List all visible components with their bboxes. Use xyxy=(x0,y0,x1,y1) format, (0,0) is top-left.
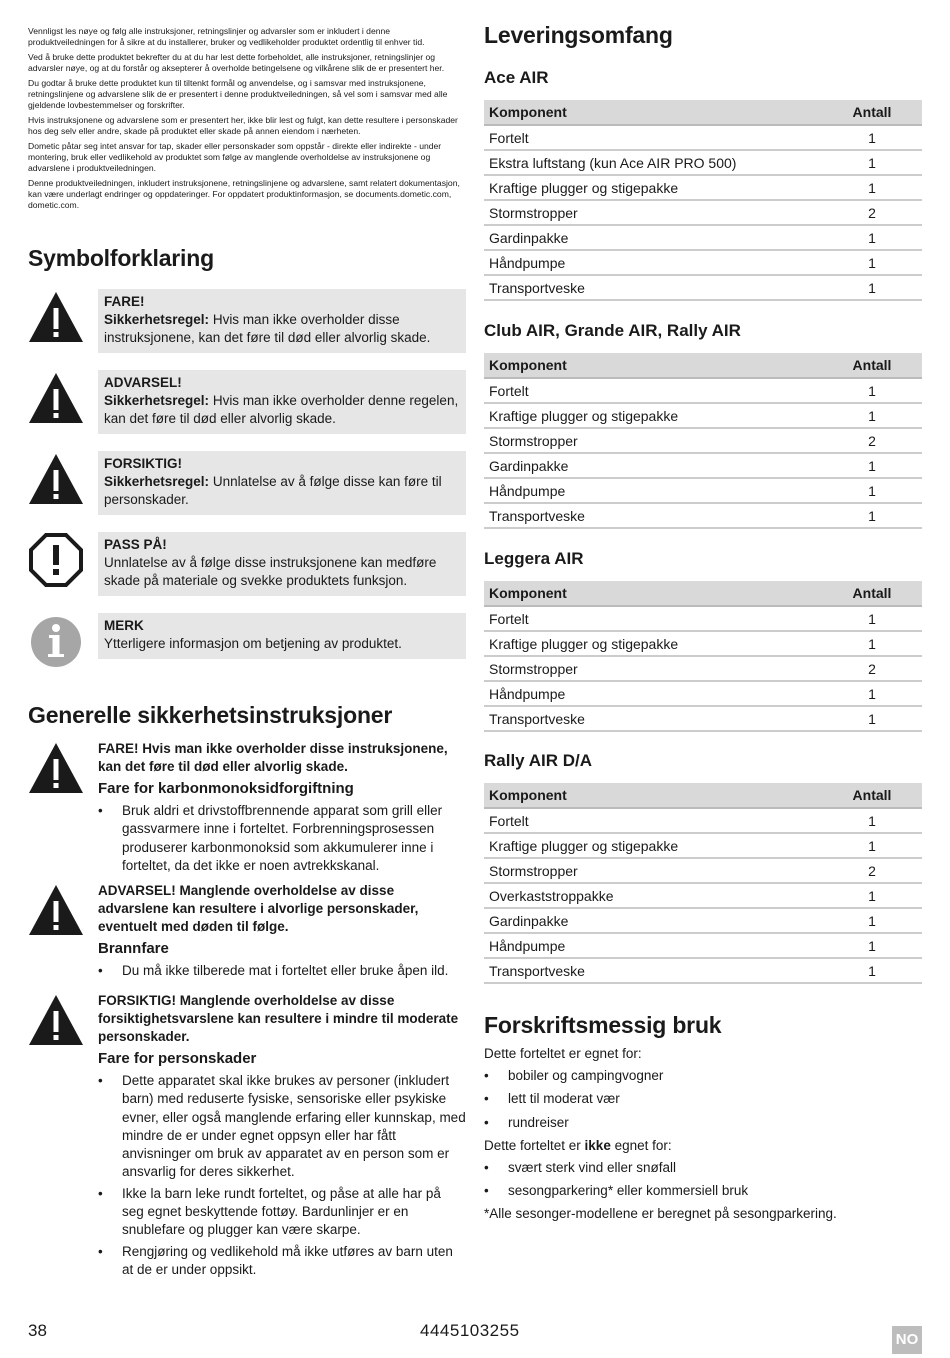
cell-component: Transportveske xyxy=(484,503,822,528)
intended-use-section xyxy=(484,1012,922,1223)
symbol-text: Hvis man ikke overholder disse instruksjonene, kan det føre til død eller alvorlig skade. xyxy=(104,312,431,345)
intro-disclaimer xyxy=(28,26,466,211)
list-item: • rundreiser xyxy=(484,1114,922,1132)
symbol-rule: Sikkerhetsregel: xyxy=(104,474,210,489)
delivery-group-rally-da xyxy=(484,751,922,984)
cell-component: Kraftige plugger og stigepakke xyxy=(484,175,822,200)
column-header-quantity: Antall xyxy=(822,581,922,606)
cell-component: Gardinpakke xyxy=(484,225,822,250)
symbol-box xyxy=(98,532,466,596)
cell-quantity: 1 xyxy=(822,175,922,200)
table-row xyxy=(484,428,922,453)
cell-quantity: 1 xyxy=(822,631,922,656)
table-header-row xyxy=(484,783,922,808)
delivery-group-leggera xyxy=(484,549,922,732)
table-row xyxy=(484,200,922,225)
cell-quantity: 1 xyxy=(822,606,922,631)
column-header-component: Komponent xyxy=(484,353,822,378)
delivery-heading: Leveringsomfang xyxy=(484,22,673,48)
warning-triangle-icon xyxy=(28,882,84,938)
cell-quantity: 1 xyxy=(822,225,922,250)
table-row xyxy=(484,503,922,528)
table-row xyxy=(484,933,922,958)
component-table xyxy=(484,100,922,301)
symbol-row-warning xyxy=(28,370,466,434)
symbol-label: FORSIKTIG! xyxy=(104,456,182,471)
symbol-text: Unnlatelse av å følge disse kan føre til personskader. xyxy=(104,474,442,507)
cell-component: Transportveske xyxy=(484,275,822,300)
cell-quantity: 2 xyxy=(822,200,922,225)
table-row xyxy=(484,958,922,983)
column-header-quantity: Antall xyxy=(822,783,922,808)
cell-component: Håndpumpe xyxy=(484,478,822,503)
unsuitable-intro-pre: Dette forteltet er xyxy=(484,1137,585,1153)
symbol-label: ADVARSEL! xyxy=(104,375,182,390)
intro-paragraph: Dometic påtar seg intet ansvar for tap, skader eller personskader som oppstår - direkte eller indirekte - under montering, bruk eller vedlikehold av produktet som følge av manglende overholdelse av instruksjonene og advarslene i produktveiledningen. xyxy=(28,141,442,173)
symbol-label: FARE! xyxy=(104,294,145,309)
cell-quantity: 1 xyxy=(822,150,922,175)
warning-heading: ADVARSEL! Manglende overholdelse av disse advarslene kan resultere i alvorlige personskader, eventuelt med døden til følge. xyxy=(98,883,419,934)
table-row xyxy=(484,275,922,300)
table-row xyxy=(484,250,922,275)
caution-triangle-icon xyxy=(28,451,84,507)
language-badge: NO xyxy=(892,1326,922,1354)
cell-component: Stormstropper xyxy=(484,656,822,681)
intro-paragraph: Denne produktveiledningen, inkludert instruksjonene, retningslinjene og advarslene, samt relatert dokumentasjon, kan være underlagt endringer og oppdateringer. For oppdatert produktinformasjon, se documents.dometic.com, dometic.com. xyxy=(28,178,460,210)
cell-component: Transportveske xyxy=(484,706,822,731)
table-row xyxy=(484,453,922,478)
table-row xyxy=(484,175,922,200)
warning-heading: FARE! Hvis man ikke overholder disse instruksjonene, kan det føre til død eller alvorlig skade. xyxy=(98,741,448,774)
table-header-row xyxy=(484,581,922,606)
cell-quantity: 1 xyxy=(822,275,922,300)
unsuitable-intro-post: egnet for: xyxy=(610,1137,672,1153)
bullet-list xyxy=(98,962,466,980)
table-row xyxy=(484,631,922,656)
caution-triangle-icon xyxy=(28,992,84,1048)
cell-quantity: 1 xyxy=(822,883,922,908)
cell-component: Gardinpakke xyxy=(484,908,822,933)
symbol-label: PASS PÅ! xyxy=(104,537,167,552)
cell-quantity: 1 xyxy=(822,453,922,478)
symbol-row-caution xyxy=(28,451,466,515)
cell-component: Stormstropper xyxy=(484,858,822,883)
list-item: • Rengjøring og vedlikehold må ikke utføres av barn uten at de er under oppsikt. xyxy=(98,1243,466,1280)
table-row xyxy=(484,808,922,833)
bullet-list xyxy=(98,802,466,875)
group-title: Rally AIR D/A xyxy=(484,751,593,770)
column-header-quantity: Antall xyxy=(822,353,922,378)
cell-quantity: 1 xyxy=(822,681,922,706)
cell-component: Håndpumpe xyxy=(484,250,822,275)
page-number: 38 xyxy=(28,1321,47,1340)
cell-component: Fortelt xyxy=(484,125,822,150)
symbol-row-danger xyxy=(28,289,466,353)
symbol-box xyxy=(98,289,466,353)
cell-quantity: 1 xyxy=(822,833,922,858)
table-row xyxy=(484,883,922,908)
component-table xyxy=(484,783,922,984)
cell-component: Ekstra luftstang (kun Ace AIR PRO 500) xyxy=(484,150,822,175)
info-circle-icon xyxy=(28,613,84,669)
list-item: • Dette apparatet skal ikke brukes av personer (inkludert barn) med reduserte fysiske, sensoriske eller psykiske evner, eller også manglende erfaring eller kunnskap, med mindre de er under egnet oppsyn eller har fått anvisninger om bruk av apparatet av en person som er ansvarlig for deres sikkerhet. xyxy=(98,1072,466,1182)
general-safety-heading: Generelle sikkerhetsinstruksjoner xyxy=(28,702,393,728)
cell-component: Transportveske xyxy=(484,958,822,983)
intro-paragraph: Vennligst les nøye og følg alle instruksjoner, retningslinjer og advarsler som er inkludert i denne produktveiledningen for å sikre at du installerer, bruker og vedlikeholder produktet ordentlig til enhver tid. xyxy=(28,26,425,47)
list-item: • bobiler og campingvogner xyxy=(484,1067,922,1085)
symbol-box xyxy=(98,451,466,515)
document-code: 4445103255 xyxy=(420,1321,520,1340)
table-row xyxy=(484,858,922,883)
table-row xyxy=(484,403,922,428)
cell-quantity: 2 xyxy=(822,428,922,453)
warning-subheading: Brannfare xyxy=(98,940,169,957)
symbols-heading: Symbolforklaring xyxy=(28,245,214,271)
column-header-component: Komponent xyxy=(484,100,822,125)
symbol-rule: Sikkerhetsregel: xyxy=(104,312,210,327)
table-row xyxy=(484,150,922,175)
symbol-box xyxy=(98,370,466,434)
column-header-component: Komponent xyxy=(484,783,822,808)
warning-subheading: Fare for personskader xyxy=(98,1050,257,1067)
cell-quantity: 1 xyxy=(822,378,922,403)
notice-octagon-icon xyxy=(28,532,84,588)
cell-quantity: 1 xyxy=(822,933,922,958)
intended-use-heading: Forskriftsmessig bruk xyxy=(484,1012,722,1038)
left-column xyxy=(28,26,466,1277)
symbol-row-notice xyxy=(28,532,466,596)
component-table xyxy=(484,353,922,529)
cell-quantity: 1 xyxy=(822,808,922,833)
danger-triangle-icon xyxy=(28,289,84,345)
component-table xyxy=(484,581,922,732)
warning-triangle-icon xyxy=(28,370,84,426)
cell-component: Stormstropper xyxy=(484,200,822,225)
cell-component: Fortelt xyxy=(484,378,822,403)
symbol-rule: Sikkerhetsregel: xyxy=(104,393,210,408)
intro-paragraph: Ved å bruke dette produktet bekrefter du at du har lest dette forbeholdet, alle instruksjoner, retningslinjer og advarsler nøye, og at du forstår og aksepterer å overholde betingelsene og vilkårene slik de er presentert her. xyxy=(28,52,445,73)
list-item: • Ikke la barn leke rundt forteltet, og påse at alle har på seg egnet beskyttende fottøy. Bardunlinjer er en snublefare og plugger kan være skarpe. xyxy=(98,1185,466,1240)
cell-quantity: 1 xyxy=(822,478,922,503)
cell-quantity: 1 xyxy=(822,403,922,428)
unsuitable-intro-bold: ikke xyxy=(584,1137,611,1153)
cell-quantity: 1 xyxy=(822,125,922,150)
group-title: Club AIR, Grande AIR, Rally AIR xyxy=(484,321,741,340)
cell-quantity: 2 xyxy=(822,656,922,681)
symbol-row-info xyxy=(28,613,466,677)
cell-component: Fortelt xyxy=(484,808,822,833)
unsuitable-intro xyxy=(484,1137,922,1155)
list-item: • Du må ikke tilberede mat i forteltet eller bruke åpen ild. xyxy=(98,962,466,980)
bullet-list xyxy=(98,1072,466,1279)
danger-triangle-icon xyxy=(28,740,84,796)
table-row xyxy=(484,478,922,503)
intro-paragraph: Hvis instruksjonene og advarslene som er presentert her, ikke blir lest og fulgt, kan dette resultere i personskader hos deg selv eller andre, skade på produktet eller skade på annen eiendom i nærheten. xyxy=(28,115,458,136)
cell-component: Gardinpakke xyxy=(484,453,822,478)
cell-component: Kraftige plugger og stigepakke xyxy=(484,403,822,428)
warning-subheading: Fare for karbonmonoksidforgiftning xyxy=(98,780,354,797)
cell-component: Fortelt xyxy=(484,606,822,631)
cell-component: Håndpumpe xyxy=(484,933,822,958)
column-header-quantity: Antall xyxy=(822,100,922,125)
table-row xyxy=(484,125,922,150)
symbol-box xyxy=(98,613,466,659)
cell-quantity: 2 xyxy=(822,858,922,883)
warning-block-danger xyxy=(28,740,466,878)
cell-component: Stormstropper xyxy=(484,428,822,453)
column-header-component: Komponent xyxy=(484,581,822,606)
table-row xyxy=(484,681,922,706)
cell-component: Kraftige plugger og stigepakke xyxy=(484,833,822,858)
warning-block-caution xyxy=(28,992,466,1282)
list-item: • svært sterk vind eller snøfall xyxy=(484,1159,922,1177)
table-row xyxy=(484,833,922,858)
symbol-text: Unnlatelse av å følge disse instruksjonene kan medføre skade på materiale og svekke produktets funksjon. xyxy=(104,555,437,588)
cell-quantity: 1 xyxy=(822,706,922,731)
cell-quantity: 1 xyxy=(822,958,922,983)
intro-paragraph: Du godtar å bruke dette produktet kun til tiltenkt formål og anvendelse, og i samsvar med instruksjonene, retningslinjene og advarslene slik de er presentert i denne produktveiledningen, så vel som i samsvar med alle gjeldende lovbestemmelser og forskrifter. xyxy=(28,78,448,110)
footnote: *Alle sesonger-modellene er beregnet på sesongparkering. xyxy=(484,1206,837,1222)
warning-heading: FORSIKTIG! Manglende overholdelse av disse forsiktighetsvarslene kan resultere i mindre til moderate personskader. xyxy=(98,993,459,1044)
table-row xyxy=(484,378,922,403)
cell-component: Overkaststroppakke xyxy=(484,883,822,908)
warning-block-warning xyxy=(28,882,466,983)
suitable-list xyxy=(484,1067,922,1132)
symbol-text: Ytterligere informasjon om betjening av produktet. xyxy=(104,636,402,651)
list-item: • sesongparkering* eller kommersiell bruk xyxy=(484,1182,922,1200)
unsuitable-list xyxy=(484,1159,922,1201)
cell-component: Kraftige plugger og stigepakke xyxy=(484,631,822,656)
table-header-row xyxy=(484,353,922,378)
cell-quantity: 1 xyxy=(822,503,922,528)
table-header-row xyxy=(484,100,922,125)
cell-component: Håndpumpe xyxy=(484,681,822,706)
symbol-label: MERK xyxy=(104,618,144,633)
symbol-text: Hvis man ikke overholder denne regelen, kan det føre til død eller alvorlig skade. xyxy=(104,393,459,426)
cell-quantity: 1 xyxy=(822,250,922,275)
table-row xyxy=(484,606,922,631)
table-row xyxy=(484,908,922,933)
delivery-group-ace xyxy=(484,68,922,301)
group-title: Ace AIR xyxy=(484,68,549,87)
table-row xyxy=(484,706,922,731)
cell-quantity: 1 xyxy=(822,908,922,933)
group-title: Leggera AIR xyxy=(484,549,584,568)
delivery-group-club xyxy=(484,321,922,529)
list-item: • lett til moderat vær xyxy=(484,1090,922,1108)
list-item: • Bruk aldri et drivstoffbrennende apparat som grill eller gassvarmere inne i forteltet. Forbrenningsprosessen produserer karbonmonoksid som akkumulerer inne i forteltet, da det ikke er noen avtrekkskanal. xyxy=(98,802,466,875)
table-row xyxy=(484,225,922,250)
suitable-intro: Dette forteltet er egnet for: xyxy=(484,1046,642,1061)
table-row xyxy=(484,656,922,681)
